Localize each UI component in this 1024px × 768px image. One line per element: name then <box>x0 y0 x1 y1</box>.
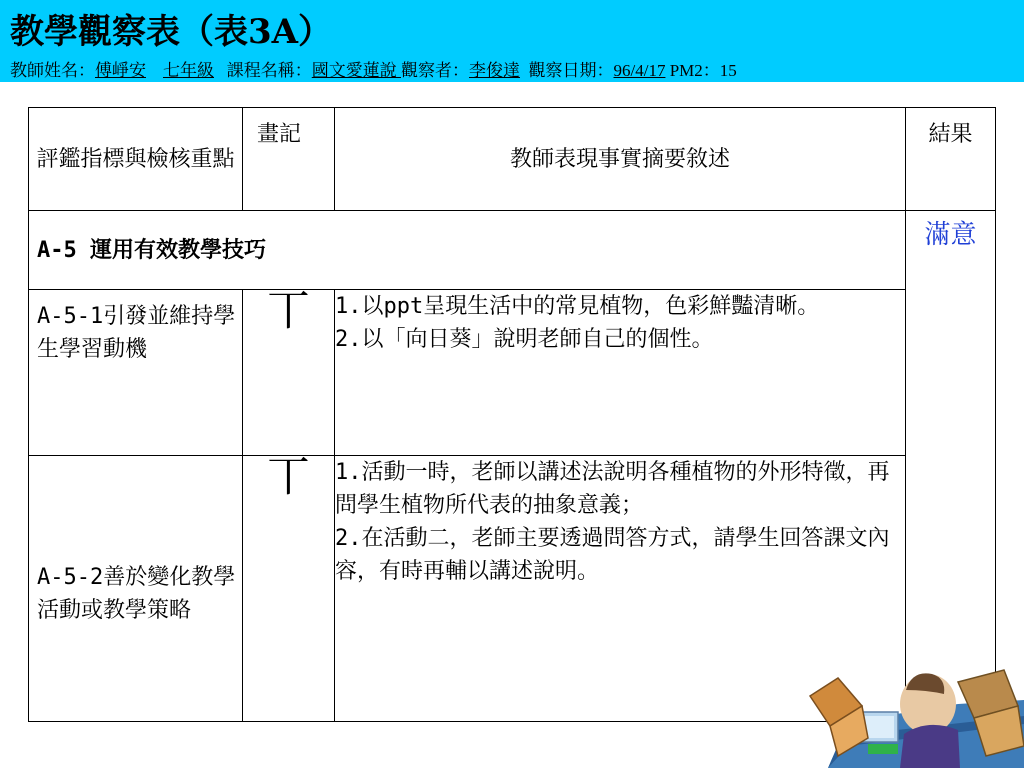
summary-line: 2.在活動二，老師主要透過問答方式，請學生回答課文內容，有時再輔以講述說明。 <box>335 526 890 584</box>
result-cell: 滿意 <box>906 211 996 722</box>
teacher-label: 教師姓名： <box>10 61 95 80</box>
title-bar <box>0 0 1024 82</box>
teacher-name: 傅崢安 <box>95 61 146 80</box>
section-title: A-5 運用有效教學技巧 <box>29 211 906 290</box>
criteria-cell: A-5-1引發並維持學生學習動機 <box>29 290 243 456</box>
header-mark: 畫記 <box>243 108 335 211</box>
course-label: 課程名稱： <box>226 61 312 80</box>
course-name: 國文愛蓮說 <box>311 61 401 80</box>
header-summary: 教師表現事實摘要敘述 <box>335 108 906 211</box>
header-result: 結果 <box>906 108 996 211</box>
grade: 七年級 <box>163 61 214 80</box>
tally-mark: 丅 <box>243 290 335 456</box>
criteria-cell: A-5-2善於變化教學活動或教學策略 <box>29 456 243 722</box>
observer-label: 觀察者： <box>401 61 469 80</box>
table-header-row <box>29 108 996 211</box>
summary-line: 1.以ppt呈現生活中的常見植物，色彩鮮豔清晰。 <box>335 294 820 319</box>
summary-cell <box>335 290 906 456</box>
header-criteria: 評鑑指標與檢核重點 <box>29 108 243 211</box>
observation-date: 96/4/17 <box>613 61 666 80</box>
summary-line: 2.以「向日葵」說明老師自己的個性。 <box>335 327 714 352</box>
observation-table <box>28 107 996 722</box>
summary-line: 1.活動一時，老師以講述法說明各種植物的外形特徵，再問學生植物所代表的抽象意義； <box>335 460 890 518</box>
section-row <box>29 211 996 290</box>
date-label: 觀察日期： <box>528 61 614 80</box>
tally-mark: 丅 <box>243 456 335 722</box>
clipart-illustration <box>808 660 1024 768</box>
page-title: 教學觀察表（表3A） <box>10 12 333 52</box>
observation-info <box>10 56 737 81</box>
observer-name: 李俊達 <box>469 61 520 80</box>
table-row <box>29 290 996 456</box>
observation-time: PM2：15 <box>669 61 737 80</box>
